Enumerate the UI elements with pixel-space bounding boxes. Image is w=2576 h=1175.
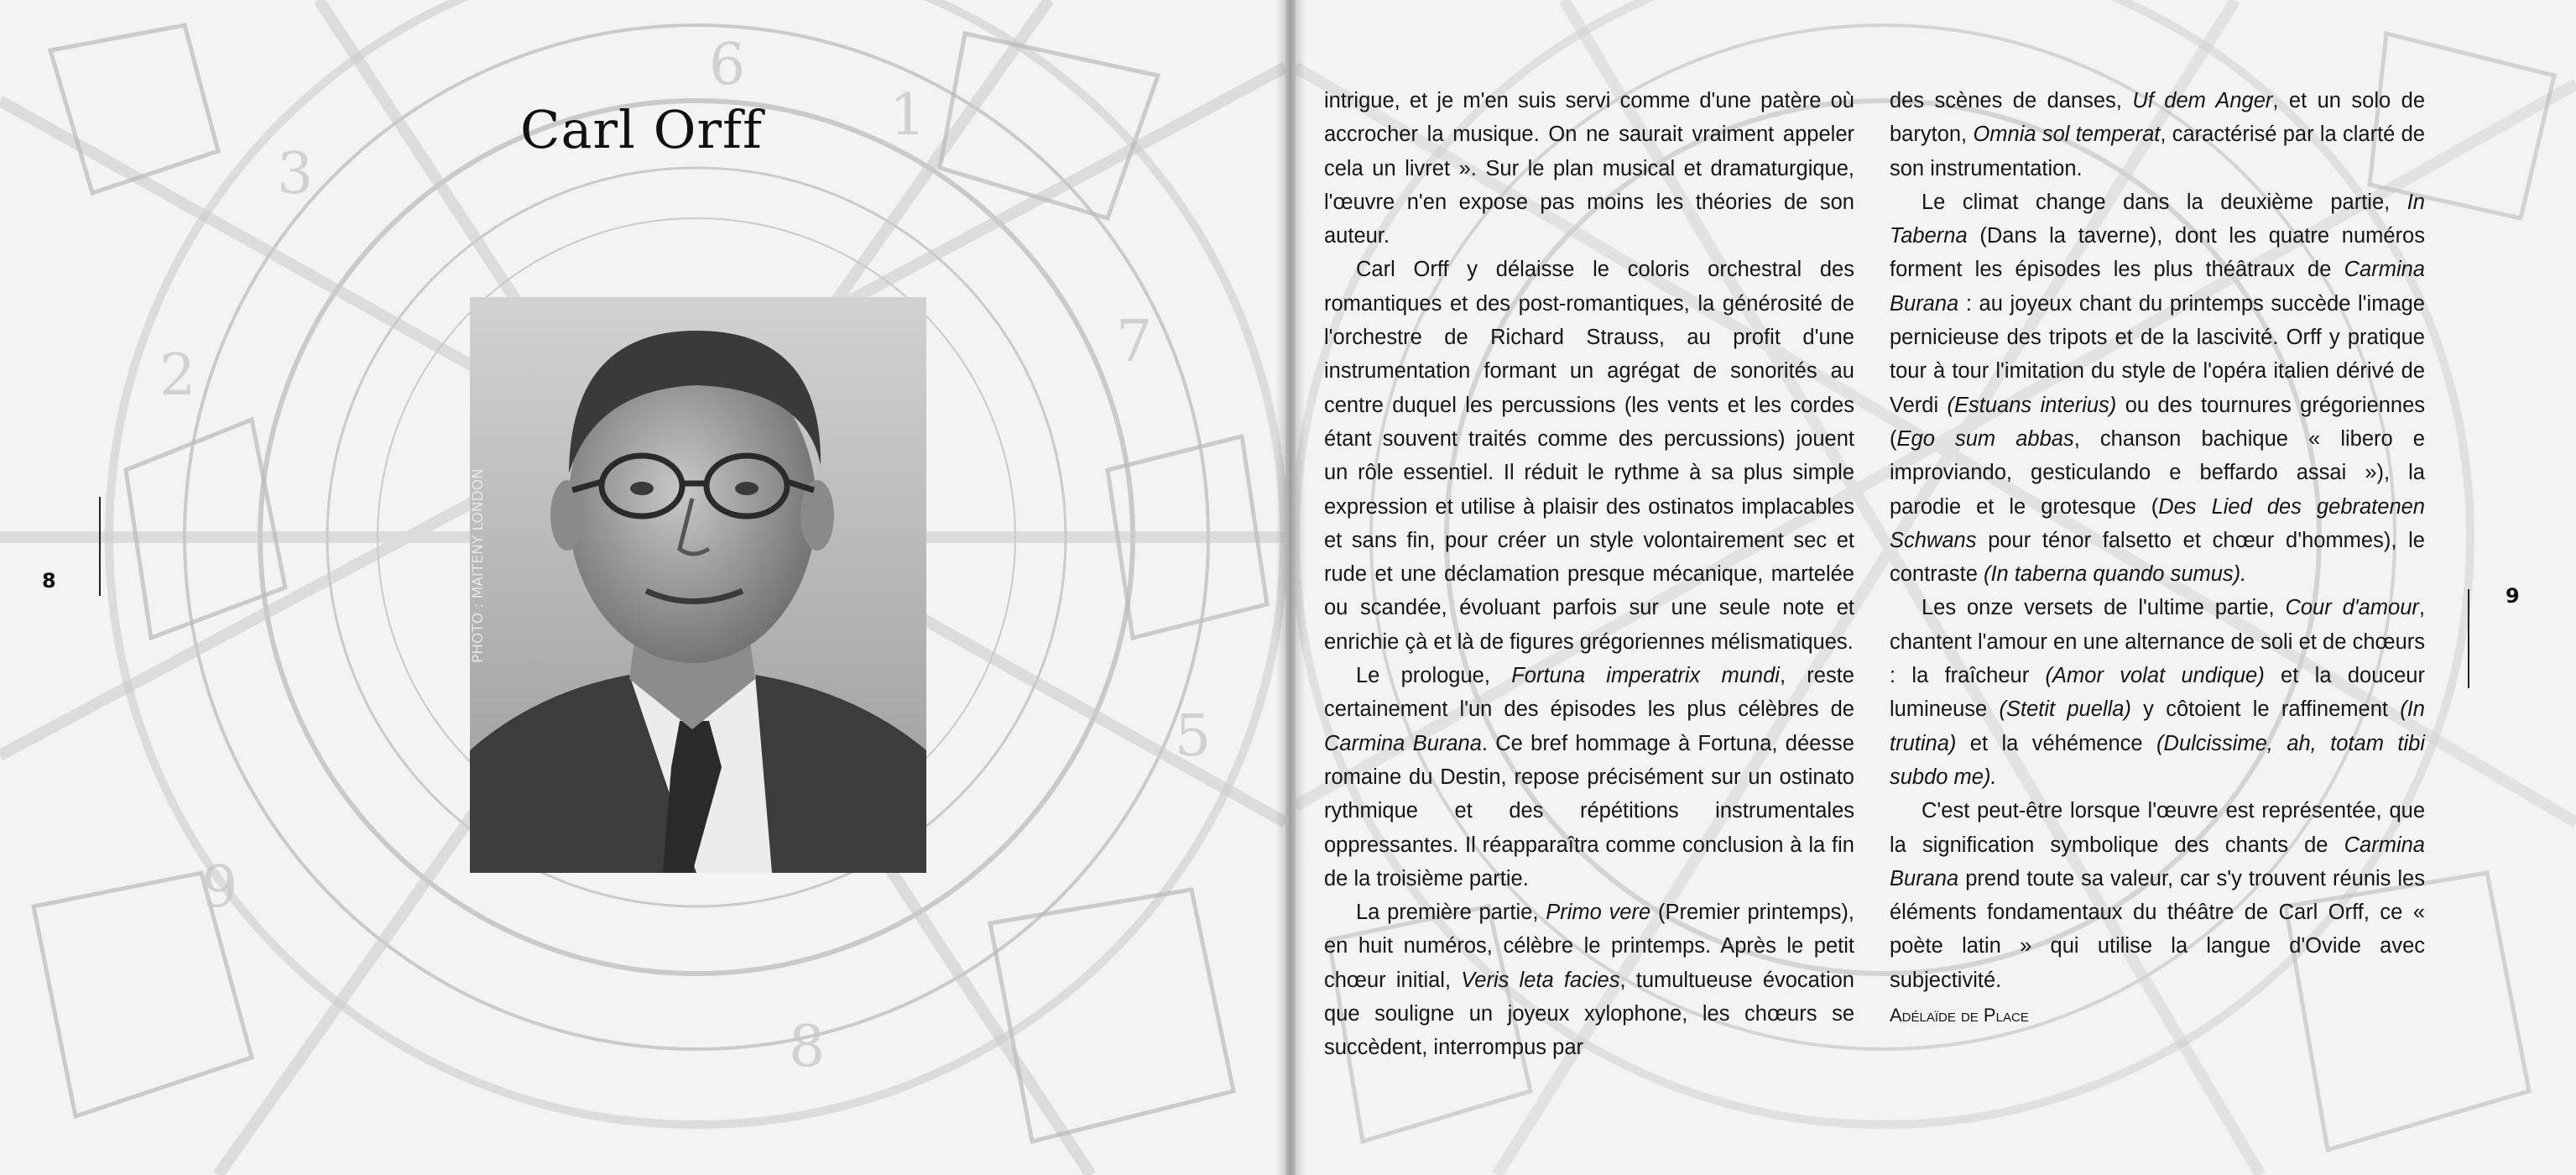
text-span: pour ténor falsetto et chœur d'hommes), le contraste — [1890, 528, 2425, 587]
italic-title: Des Lied des gebratenen Schwans — [1890, 494, 2425, 552]
portrait-photo — [470, 297, 926, 873]
text-span: , reste certainement l'un des épisodes les plus célèbres de — [1324, 664, 1854, 722]
portrait-illustration — [470, 297, 926, 873]
paragraph — [1324, 896, 1854, 1064]
text-span: Le climat change dans la deuxième partie, — [1922, 190, 2407, 214]
text-span: et la douceur lumineuse — [1890, 664, 2425, 722]
italic-title: (In trutina) — [1890, 697, 2425, 755]
text-span: ou des tournures grégoriennes ( — [1890, 393, 2425, 451]
italic-title: (Stetit puella) — [1999, 697, 2131, 722]
italic-title: (Estuans interius) — [1947, 393, 2117, 417]
italic-title: (Dulcissime, ah, totam tibi subdo me). — [1890, 731, 2425, 789]
page-number: 8 — [42, 569, 56, 593]
text-span: , caractérisé par la clarté de son instrumentation. — [1890, 123, 2425, 180]
text-span: , et un solo de baryton, — [1890, 89, 2425, 147]
text-column-1 — [1324, 84, 1854, 1065]
text-span: . Ce bref hommage à Fortuna, déesse romaine du Destin, repose précisément sur un ostinato rythmique et des répétitions instrumentales oppressantes. Il réapparaîtra comme conclusion à la fin de la troisième partie. — [1324, 731, 1854, 890]
italic-title: Fortuna imperatrix mundi — [1511, 664, 1780, 688]
italic-title: Veris leta facies — [1461, 968, 1620, 992]
paragraph — [1890, 794, 2425, 997]
italic-title: Carmina Burana — [1890, 258, 2425, 316]
text-span: y côtoient le raffinement — [2130, 697, 2401, 722]
text-span: et la véhémence — [1956, 731, 2157, 755]
italic-title: (Amor volat undique) — [2045, 664, 2265, 688]
page-number-rule — [2468, 589, 2469, 688]
paragraph — [1890, 84, 2425, 185]
italic-title: Cour d'amour — [2285, 596, 2419, 620]
text-span: (Premier printemps), en huit numéros, célèbre le printemps. Après le petit chœur initial, — [1324, 901, 1855, 992]
left-page — [0, 0, 1285, 1175]
photo-credit: PHOTO : MAITENY LONDON — [470, 468, 487, 663]
text-span: , tumultueuse évocation que souligne un joyeux xylophone, les chœurs se succèdent, interrompus par — [1324, 968, 1854, 1060]
text-span: , chantent l'amour en une alternance de soli et de chœurs : la fraîcheur — [1890, 596, 2425, 688]
text-span: : au joyeux chant du printemps succède l'image pernicieuse des tripots et de la lascivité. Orff y pratique tour à tour l'imitation du style de l'opéra italien dérivé de Verdi — [1890, 291, 2425, 417]
svg-text:2: 2 — [159, 342, 196, 409]
italic-title: Ego sum abbas — [1896, 426, 2074, 451]
page-title: Carl Orff — [520, 99, 763, 160]
paragraph — [1890, 185, 2425, 592]
italic-title: In Taberna — [1890, 190, 2425, 248]
svg-text:8: 8 — [789, 1014, 826, 1080]
italic-title: Carmina Burana — [1890, 833, 2425, 890]
text-span: , chanson bachique « libero e improviando, gesticulando e beffardo assai »), la parodie et le grotesque ( — [1890, 426, 2425, 519]
svg-text:7: 7 — [1116, 309, 1153, 375]
paragraph: Carl Orff y délaisse le coloris orchestral des romantiques et des post-romantiques, la générosité de l'orchestre de Richard Strauss, au profit d'une instrumentation formant un agrégat de sonorités au centre duquel les percussions (les vents et les cordes étant souvent traités comme des percussions) jouent un rôle essentiel. Il réduit le rythme à sa plus simple expression et utilise à plaisir des ostinatos implacables et sans fin, pour créer un style volontairement sec et rude et une déclamation presque mécanique, martelée ou scandée, évoluant parfois sur une seule note et enrichie çà et là de figures grégoriennes mélismatiques. — [1324, 258, 1854, 654]
svg-text:3: 3 — [277, 141, 314, 207]
italic-title: Uf dem Anger — [2132, 89, 2273, 112]
svg-text:9: 9 — [201, 854, 238, 921]
italic-title: (In taberna quando sumus). — [1983, 562, 2247, 587]
svg-text:6: 6 — [709, 32, 746, 98]
book-gutter — [1275, 0, 1306, 1175]
paragraph — [1324, 659, 1854, 896]
text-span: des scènes de danses, — [1890, 89, 2133, 112]
italic-title: Carmina Burana — [1324, 731, 1482, 755]
text-span: La première partie, — [1356, 901, 1546, 925]
italic-title: Primo vere — [1546, 901, 1651, 925]
text-span: prend toute sa valeur, car s'y trouvent réunis les éléments fondamentaux du théâtre de Carl Orff, ce « poète latin » qui utilise la langue d'Ovide avec subjectivité. — [1890, 866, 2425, 992]
text-span: C'est peut-être lorsque l'œuvre est représentée, que la signification symbolique des chants de — [1890, 799, 2425, 857]
page-number-rule — [99, 497, 101, 596]
text-column-2 — [1890, 84, 2425, 1032]
author-signature: Adélaïde de Place — [1890, 1005, 2029, 1026]
svg-text:5: 5 — [1175, 703, 1212, 770]
svg-text:1: 1 — [889, 82, 926, 149]
text-span: Le prologue, — [1356, 664, 1512, 688]
page-number: 9 — [2506, 584, 2520, 608]
italic-title: Omnia sol temperat — [1973, 123, 2161, 147]
paragraph — [1890, 591, 2425, 794]
text-span: (Dans la taverne), dont les quatre numéros forment les épisodes les plus théâtraux de — [1890, 224, 2425, 282]
text-span: Les onze versets de l'ultime partie, — [1922, 596, 2286, 620]
paragraph: intrigue, et je m'en suis servi comme d'une patère où accrocher la musique. On ne saurait vraiment appeler cela un livret ». Sur le plan musical et dramaturgique, l'œuvre n'en expose pas moins les théories de son auteur. — [1324, 89, 1854, 248]
